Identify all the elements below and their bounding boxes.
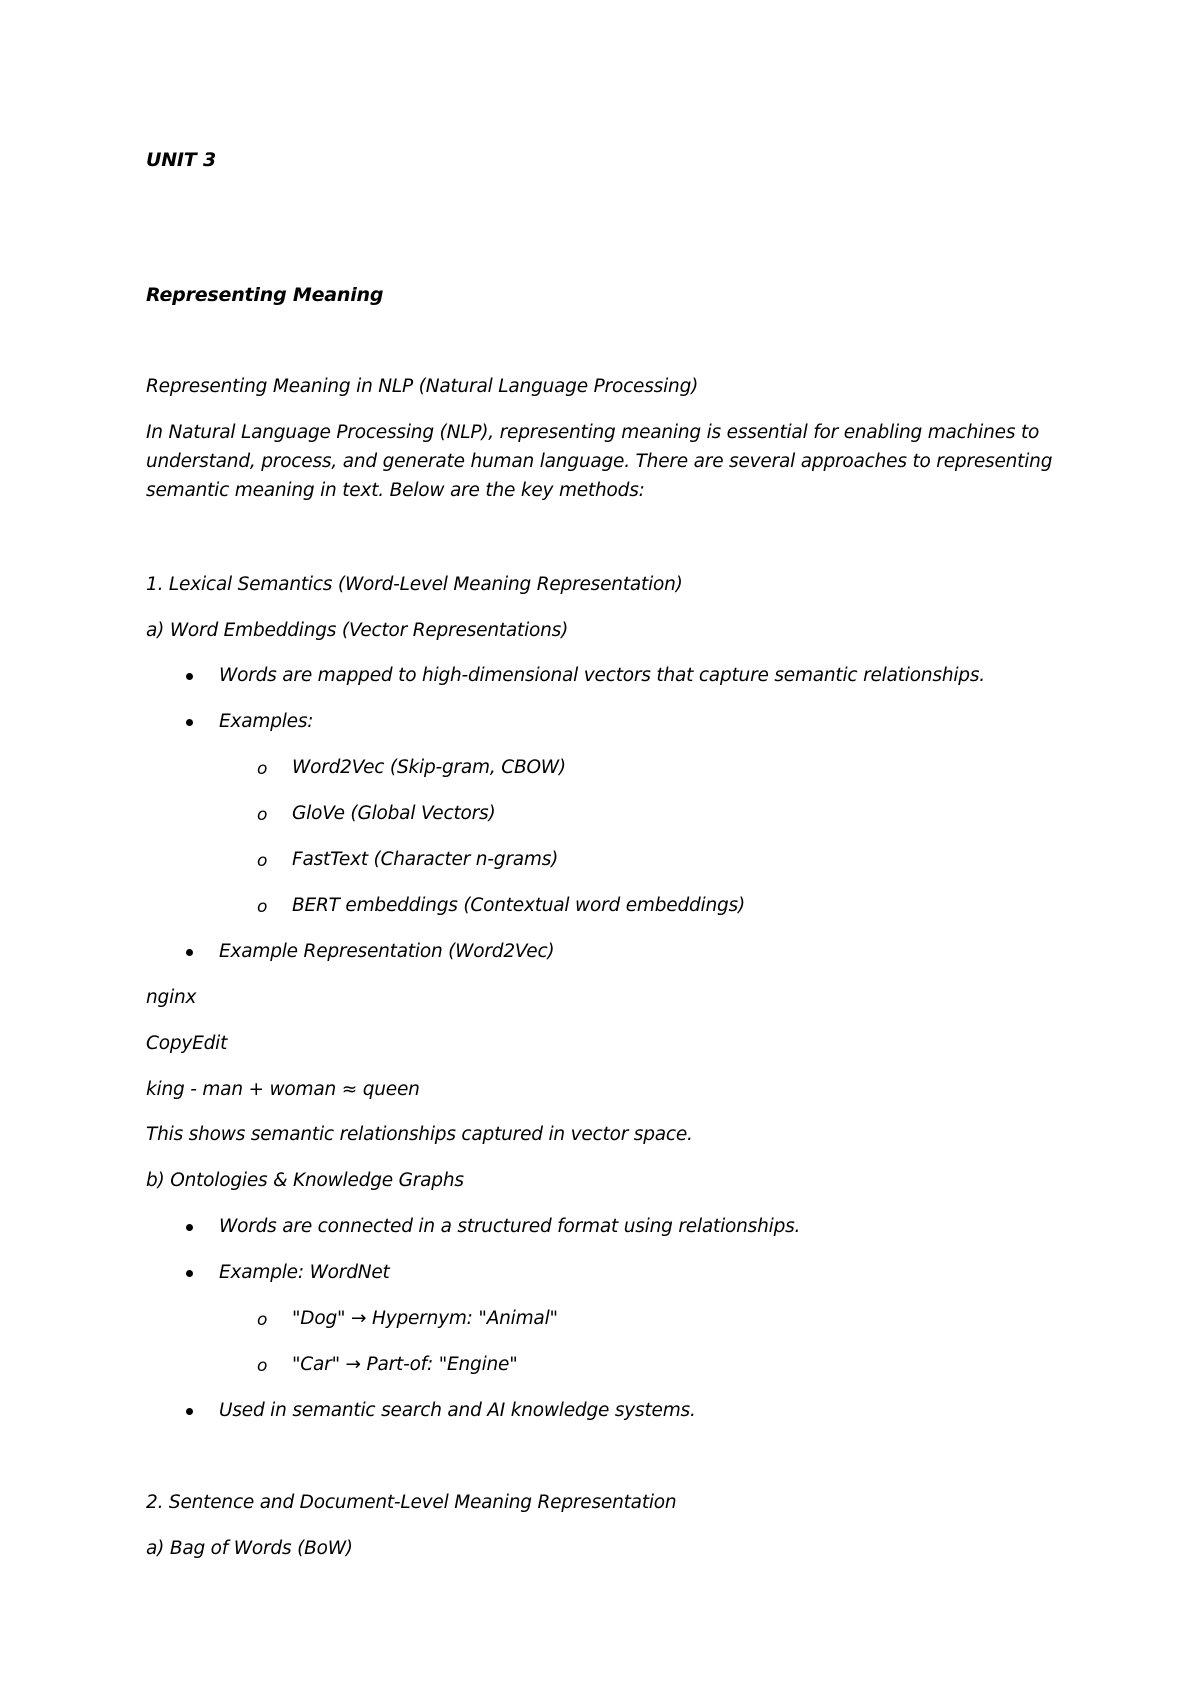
list-item: Used in semantic search and AI knowledge systems. [219,1400,696,1421]
list-item: Examples: [219,711,314,732]
bullet-icon [186,719,193,726]
section2-part-a-heading: a) Bag of Words (BoW) [146,1538,353,1559]
sub-bullet-icon: o [257,1356,268,1376]
code-note: This shows semantic relationships captured in vector space. [146,1124,693,1145]
sub-bullet-icon: o [257,851,268,871]
section1-heading: 1. Lexical Semantics (Word-Level Meaning Representation) [146,574,683,595]
bullet-icon [186,1224,193,1231]
list-item: BERT embeddings (Contextual word embeddings) [292,895,746,916]
sub-bullet-icon: o [257,805,268,825]
intro-line-1: In Natural Language Processing (NLP), representing meaning is essential for enabling machines to [146,422,1040,443]
section1-part-a-heading: a) Word Embeddings (Vector Representations) [146,620,569,641]
list-item: "Car" → Part-of: "Engine" [292,1354,518,1375]
sub-bullet-icon: o [257,897,268,917]
bullet-icon [186,1270,193,1277]
copy-edit-label: CopyEdit [146,1033,228,1054]
list-item: GloVe (Global Vectors) [292,803,496,824]
list-item: Example Representation (Word2Vec) [219,941,555,962]
bullet-icon [186,673,193,680]
bullet-icon [186,949,193,956]
unit-title: UNIT 3 [146,149,216,171]
list-item: Words are mapped to high-dimensional vectors that capture semantic relationships. [219,665,985,686]
sub-bullet-icon: o [257,759,268,779]
intro-line-2: understand, process, and generate human language. There are several approaches to representing [146,451,1053,472]
bullet-icon [186,1408,193,1415]
section-title: Representing Meaning [146,284,384,306]
list-item: Word2Vec (Skip-gram, CBOW) [292,757,566,778]
list-item: Example: WordNet [219,1262,390,1283]
section2-heading: 2. Sentence and Document-Level Meaning Representation [146,1492,677,1513]
sub-bullet-icon: o [257,1310,268,1330]
list-item: Words are connected in a structured format using relationships. [219,1216,801,1237]
code-example: king - man + woman ≈ queen [146,1079,420,1100]
intro-line-3: semantic meaning in text. Below are the key methods: [146,480,645,501]
list-item: FastText (Character n-grams) [292,849,559,870]
code-language-label: nginx [146,987,197,1008]
section1-part-b-heading: b) Ontologies & Knowledge Graphs [146,1170,464,1191]
list-item: "Dog" → Hypernym: "Animal" [292,1308,558,1329]
subtitle: Representing Meaning in NLP (Natural Language Processing) [146,376,699,397]
